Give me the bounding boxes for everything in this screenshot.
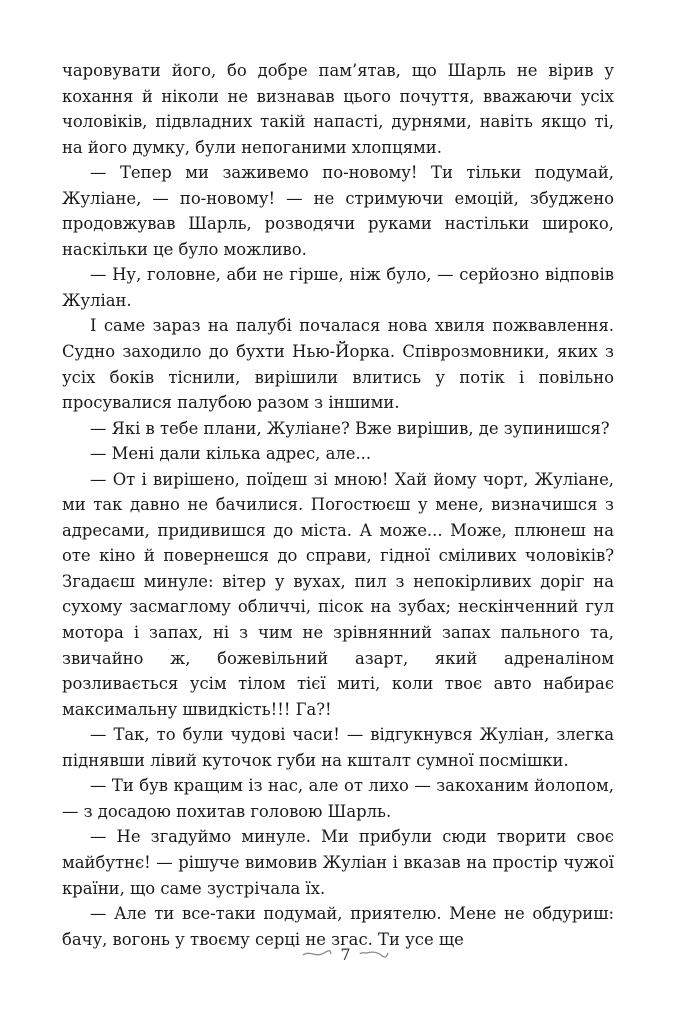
paragraph: чаровувати його, бо добре пам’ятав, що Шарль не вірив у кохання й ніколи не визнавав цього почуття, вважаючи усіх чоловіків, підвладних такій напасті, дурнями, навіть якщо ті, на його думку, були непоганими хлопцями. <box>62 61 614 157</box>
paragraph: — Так, то були чудові часи! — відгукнувся Жуліан, злегка піднявши лівий куточок губи на кшталт сумної посмішки. <box>62 725 614 770</box>
page-number: 7 <box>340 944 351 964</box>
left-swash-ornament-icon <box>302 948 332 960</box>
page-body <box>62 58 614 952</box>
folio <box>302 945 388 964</box>
page-footer <box>0 942 691 966</box>
paragraph: І саме зараз на палубі почалася нова хвиля пожвавлення. Судно заходило до бухти Нью-Йорка. Співрозмовники, яких з усіх боків тіснили, вирішили влитись у потік і повільно просувалися палубою разом з іншими. <box>62 316 614 413</box>
paragraph: — Не згадуймо минуле. Ми прибули сюди творити своє майбутнє! — рішуче вимовив Жуліан і вказав на простір чужої країни, що саме зустрічала їх. <box>62 827 614 898</box>
paragraph: — Які в тебе плани, Жуліане? Вже вирішив, де зупинишся? <box>90 418 610 438</box>
paragraph: — Тепер ми заживемо по-новому! Ти тільки подумай, Жуліане, — по-новому! — не стримуючи емоцій, збуджено продовжував Шарль, розводячи руками настільки широко, наскільки це було можливо. <box>62 163 614 259</box>
paragraph: — Ти був кращим із нас, але от лихо — закоханим йолопом, — з досадою похитав головою Шарль. <box>62 776 614 821</box>
paragraph: — Мені дали кілька адрес, але... <box>90 444 372 464</box>
paragraph: — От і вирішено, поїдеш зі мною! Хай йому чорт, Жуліане, ми так давно не бачилися. Погостюєш у мене, визначишся з адресами, придивишся до міста. А може... Може, плюнеш на оте кіно й повернешся до справи, гідної сміливих чоловіків? Згадаєш минуле: вітер у вухах, пил з непокірливих доріг на сухому засмаглому обличчі, пісок на зубах; нескінченний гул мотора і запах, ні з чим не зрівнянний запах пального та, звичайно ж, божевільний азарт, який адреналіном розливається усім тілом тієї миті, коли твоє авто набирає максимальну швидкість!!! Га?! <box>62 469 614 719</box>
paragraph: — Ну, головне, аби не гірше, ніж було, — серйозно відповів Жуліан. <box>62 265 614 310</box>
right-swash-ornament-icon <box>359 948 389 960</box>
paragraph: — Але ти все-таки подумай, приятелю. Мене не обдуриш: бачу, вогонь у твоєму серці не згас. Ти усе ще <box>62 904 614 949</box>
